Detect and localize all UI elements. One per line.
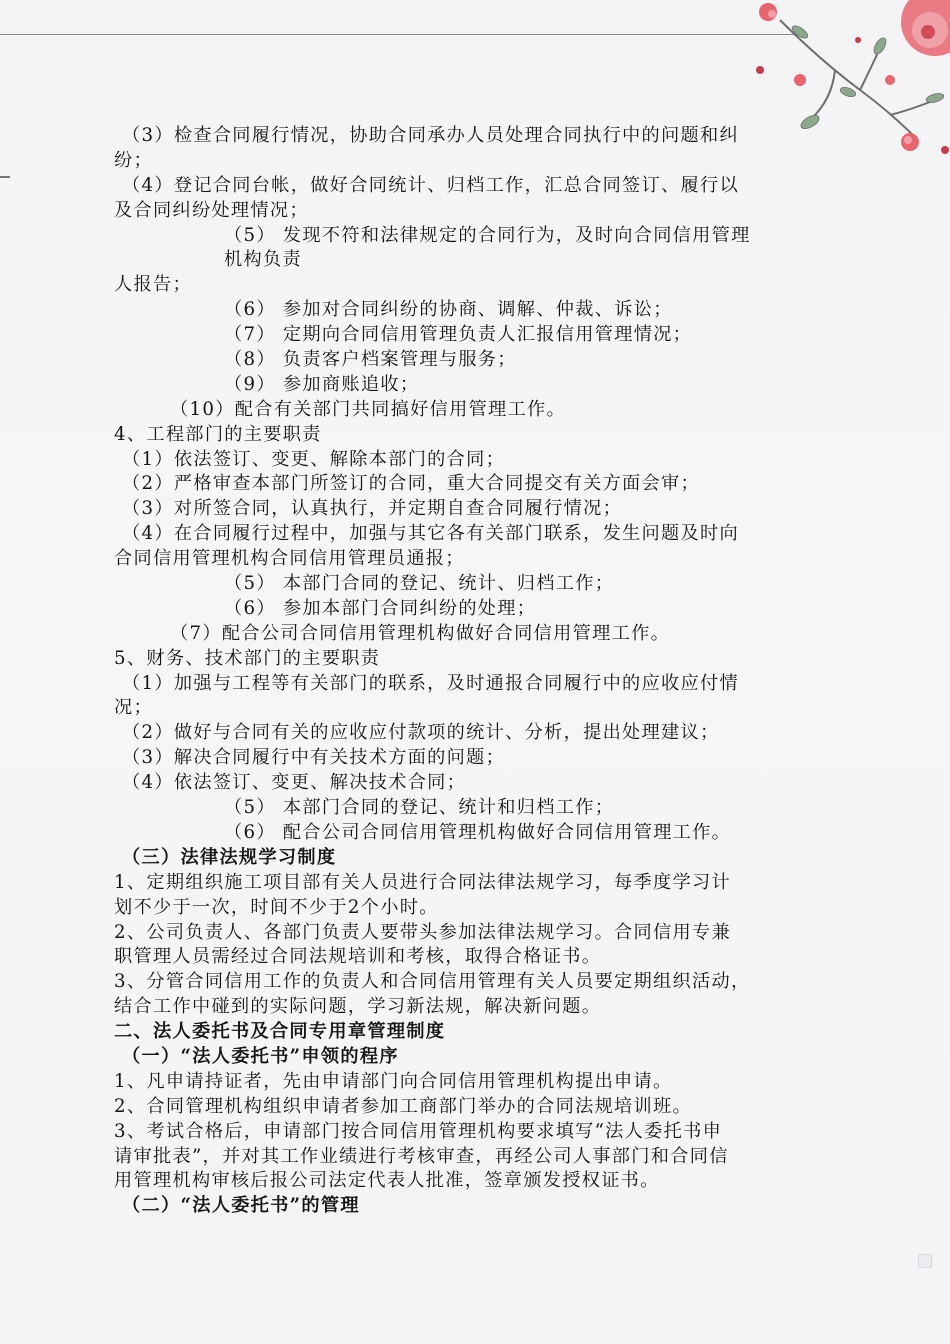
- text-line: 请审批表”，并对其工作业绩进行考核审查，再经公司人事部门和合同信: [114, 1145, 729, 1167]
- text-line: （5） 发现不符和法律规定的合同行为，及时向合同信用管理: [224, 224, 751, 246]
- text-line: （4）登记合同台帐，做好合同统计、归档工作，汇总合同签订、履行以: [122, 174, 739, 196]
- text-line: 划不少于一次，时间不少于2个小时。: [114, 896, 439, 918]
- side-tick-mark: [0, 176, 10, 184]
- text-line: （5） 本部门合同的登记、统计、归档工作；: [224, 573, 615, 595]
- section-heading: 4、工程部门的主要职责: [114, 423, 322, 445]
- text-line: 结合工作中碰到的实际问题，学习新法规，解决新问题。: [114, 996, 602, 1018]
- section-heading: 5、财务、技术部门的主要职责: [114, 647, 381, 669]
- text-line: （10）配合有关部门共同搞好信用管理工作。: [170, 398, 567, 420]
- text-line: 职管理人员需经过合同法规培训和考核，取得合格证书。: [114, 946, 602, 968]
- text-line: 及合同纠纷处理情况；: [114, 199, 309, 221]
- corner-mark: [918, 1254, 932, 1268]
- section-heading-bold: （三）法律法规学习制度: [122, 846, 337, 868]
- section-heading-bold: （一）“法人委托书”申领的程序: [122, 1045, 399, 1067]
- text-line: （9） 参加商账追收；: [224, 373, 420, 395]
- text-line: 况；: [114, 697, 153, 719]
- top-rule: [0, 34, 800, 35]
- text-line: （7） 定期向合同信用管理负责人汇报信用管理情况；: [224, 324, 693, 346]
- text-line: 1、凡申请持证者，先由申请部门向合同信用管理机构提出申请。: [114, 1070, 673, 1092]
- text-line: 3、分管合同信用工作的负责人和合同信用管理有关人员要定期组织活动，: [114, 971, 751, 993]
- text-line: （2）做好与合同有关的应收应付款项的统计、分析，提出处理建议；: [122, 722, 720, 744]
- text-line: 机构负责: [224, 249, 302, 271]
- text-line: 纷；: [114, 149, 153, 171]
- text-line: 2、合同管理机构组织申请者参加工商部门举办的合同法规培训班。: [114, 1095, 693, 1117]
- document-body: [114, 124, 834, 1219]
- text-line: 3、考试合格后，申请部门按合同信用管理机构要求填写“法人委托书申: [114, 1120, 723, 1142]
- text-line: 1、定期组织施工项目部有关人员进行合同法律法规学习，每季度学习计: [114, 871, 731, 893]
- chapter-heading-bold: 二、法人委托书及合同专用章管理制度: [114, 1021, 446, 1043]
- text-line: （6） 参加对合同纠纷的协商、调解、仲裁、诉讼；: [224, 299, 673, 321]
- text-line: （3）检查合同履行情况，协助合同承办人员处理合同执行中的问题和纠: [122, 125, 739, 146]
- text-line: （4）在合同履行过程中，加强与其它各有关部门联系，发生问题及时向: [122, 523, 739, 545]
- text-line: （1）加强与工程等有关部门的联系，及时通报合同履行中的应收应付情: [122, 672, 739, 694]
- section-heading-bold: （二）“法人委托书”的管理: [122, 1195, 360, 1217]
- text-line: （3）解决合同履行中有关技术方面的问题；: [122, 747, 506, 769]
- text-line: （6） 参加本部门合同纠纷的处理；: [224, 597, 537, 619]
- text-line: 人报告；: [114, 274, 192, 296]
- text-line: （3）对所签合同，认真执行，并定期自查合同履行情况；: [122, 498, 623, 520]
- blossom-large: [901, 0, 950, 56]
- text-line: （5） 本部门合同的登记、统计和归档工作；: [224, 797, 615, 819]
- text-line: （4）依法签订、变更、解决技术合同；: [122, 772, 467, 794]
- text-line: （7）配合公司合同信用管理机构做好合同信用管理工作。: [170, 622, 671, 644]
- text-line: 2、公司负责人、各部门负责人要带头参加法律法规学习。合同信用专兼: [114, 921, 731, 943]
- text-line: （8） 负责客户档案管理与服务；: [224, 349, 517, 371]
- text-line: 用管理机构审核后报公司法定代表人批准，签章颁发授权证书。: [114, 1170, 660, 1192]
- text-line: （6） 配合公司合同信用管理机构做好合同信用管理工作。: [224, 821, 732, 843]
- text-line: 合同信用管理机构合同信用管理员通报；: [114, 548, 465, 570]
- text-line: （1）依法签订、变更、解除本部门的合同；: [122, 448, 506, 470]
- text-line: （2）严格审查本部门所签订的合同，重大合同提交有关方面会审；: [122, 473, 701, 495]
